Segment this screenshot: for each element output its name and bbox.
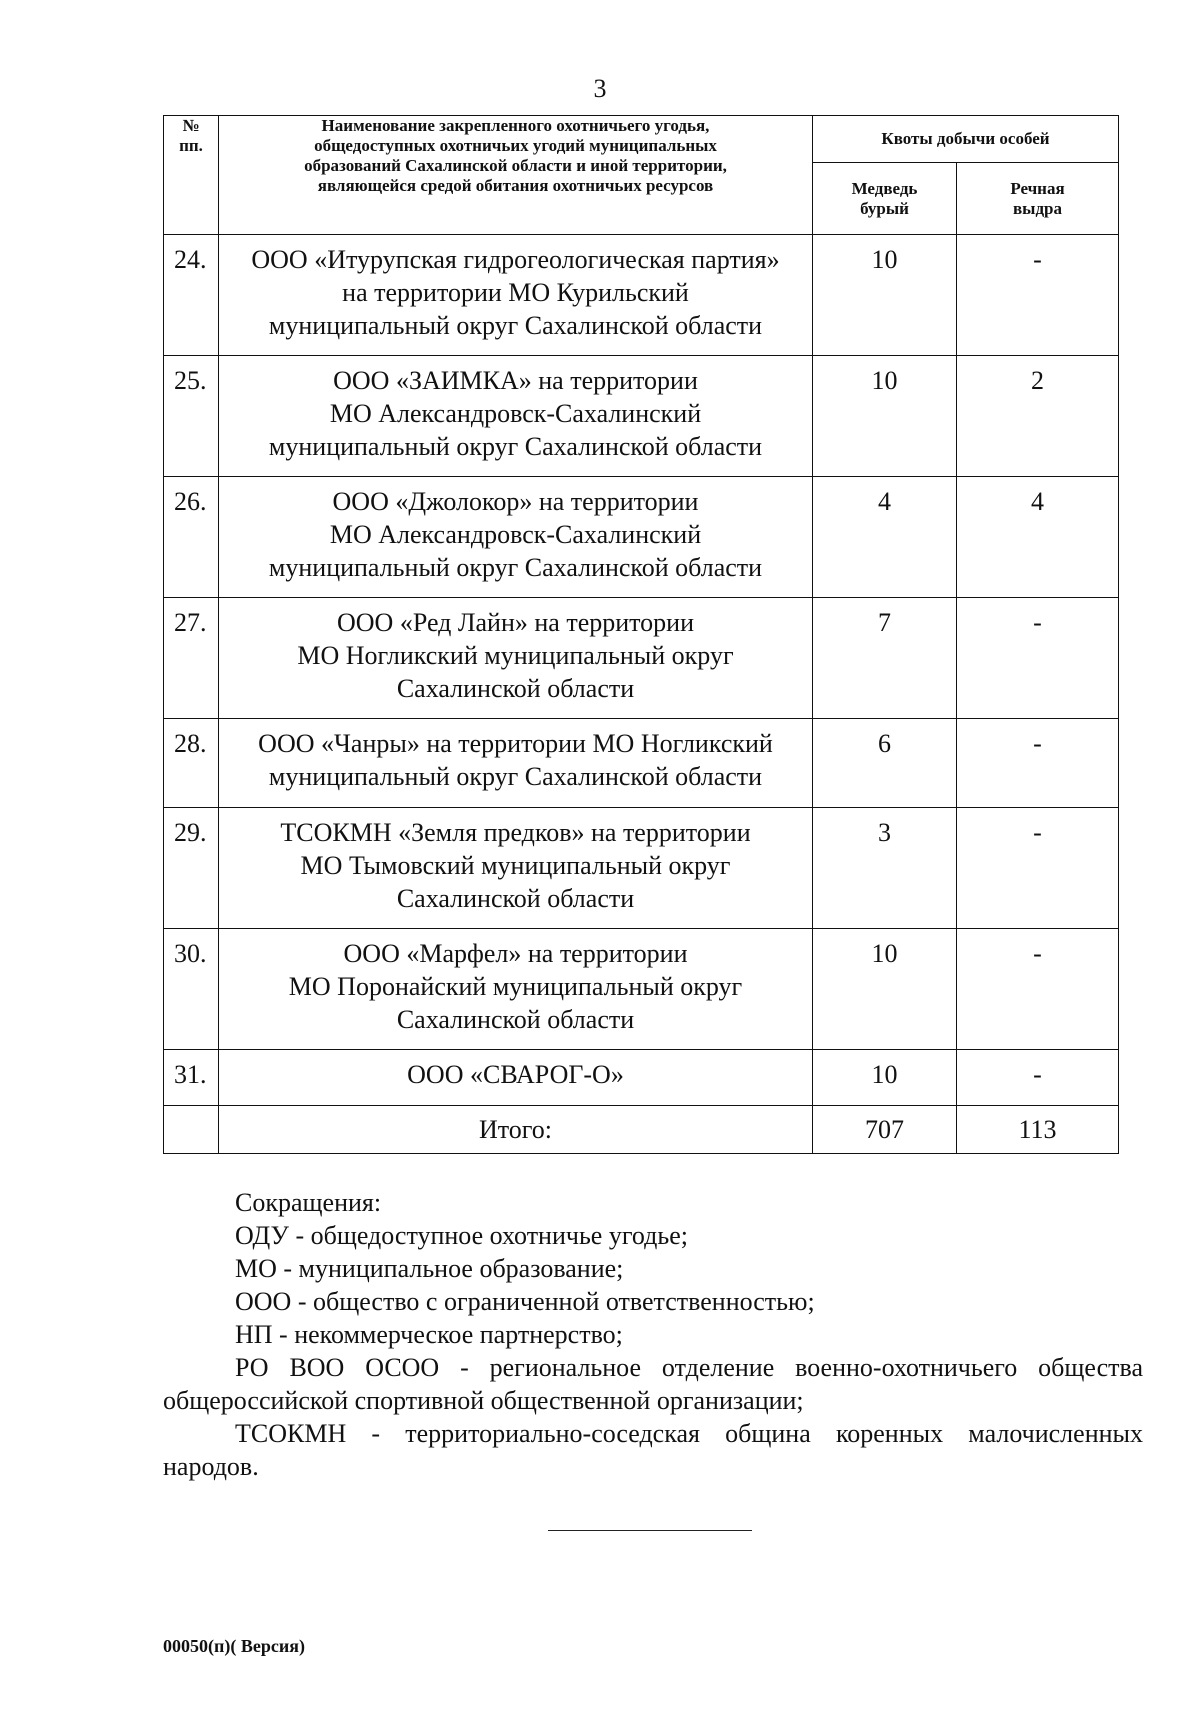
row-name: ООО «Чанры» на территории МО Ногликский муниципальный округ Сахалинской области — [219, 719, 813, 808]
header-otter: Речная выдра — [957, 163, 1119, 235]
header-name: Наименование закрепленного охотничьего угодья, общедоступных охотничьих угодий муниципальных образований Сахалинской области и иной территории, являющейся средой обитания охотничьих ресурсов — [219, 116, 813, 235]
abbreviation-item-continued: общероссийской спортивной общественной организации; — [163, 1386, 804, 1415]
header-bear: Медведь бурый — [813, 163, 957, 235]
header-number: № пп. — [164, 116, 219, 235]
abbreviations-section — [163, 1186, 1143, 1483]
abbreviation-item-continued: народов. — [163, 1452, 259, 1481]
row-bear-quota: 4 — [813, 477, 957, 598]
total-number-empty — [164, 1106, 219, 1154]
row-number: 29. — [164, 808, 219, 929]
row-otter-quota: - — [957, 598, 1119, 719]
table-row — [164, 598, 1119, 719]
row-bear-quota: 10 — [813, 356, 957, 477]
separator-line — [548, 1530, 752, 1531]
total-row — [164, 1106, 1119, 1154]
row-number: 30. — [164, 929, 219, 1050]
total-label: Итого: — [219, 1106, 813, 1154]
row-otter-quota: - — [957, 1050, 1119, 1106]
table-row — [164, 477, 1119, 598]
abbreviation-item: ООО - общество с ограниченной ответственностью; — [235, 1287, 815, 1316]
table-row — [164, 235, 1119, 356]
row-name: ТСОКМН «Земля предков» на территории МО Тымовский муниципальный округ Сахалинской области — [219, 808, 813, 929]
abbreviations-title: Сокращения: — [235, 1188, 382, 1217]
row-bear-quota: 10 — [813, 929, 957, 1050]
abbreviation-item: ОДУ - общедоступное охотничье угодье; — [235, 1221, 688, 1250]
row-number: 27. — [164, 598, 219, 719]
row-name: ООО «ЗАИМКА» на территории МО Александровск-Сахалинский муниципальный округ Сахалинской области — [219, 356, 813, 477]
row-bear-quota: 10 — [813, 1050, 957, 1106]
row-otter-quota: - — [957, 719, 1119, 808]
table-row — [164, 1050, 1119, 1106]
row-name: ООО «Марфел» на территории МО Поронайский муниципальный округ Сахалинской области — [219, 929, 813, 1050]
abbreviation-item: РО ВОО ОСОО - региональное отделение военно-охотничьего общества — [235, 1353, 1143, 1382]
abbreviation-item: ТСОКМН - территориально-соседская община коренных малочисленных — [235, 1419, 1143, 1448]
row-name: ООО «Ред Лайн» на территории МО Ногликский муниципальный округ Сахалинской области — [219, 598, 813, 719]
row-bear-quota: 3 — [813, 808, 957, 929]
row-otter-quota: - — [957, 808, 1119, 929]
row-name: ООО «Итурупская гидрогеологическая партия» на территории МО Курильский муниципальный округ Сахалинской области — [219, 235, 813, 356]
row-name: ООО «СВАРОГ-О» — [219, 1050, 813, 1106]
row-bear-quota: 10 — [813, 235, 957, 356]
table-row — [164, 356, 1119, 477]
row-number: 26. — [164, 477, 219, 598]
row-name: ООО «Джолокор» на территории МО Александровск-Сахалинский муниципальный округ Сахалинской области — [219, 477, 813, 598]
row-number: 31. — [164, 1050, 219, 1106]
total-bear: 707 — [813, 1106, 957, 1154]
page-number: 3 — [593, 74, 607, 103]
row-number: 24. — [164, 235, 219, 356]
row-number: 28. — [164, 719, 219, 808]
row-bear-quota: 6 — [813, 719, 957, 808]
row-otter-quota: 4 — [957, 477, 1119, 598]
table-row — [164, 808, 1119, 929]
table-row — [164, 929, 1119, 1050]
row-otter-quota: 2 — [957, 356, 1119, 477]
abbreviation-item: МО - муниципальное образование; — [235, 1254, 624, 1283]
header-quotas: Квоты добычи особей — [813, 116, 1119, 163]
row-otter-quota: - — [957, 929, 1119, 1050]
document-code: 00050(п)( Версия) — [163, 1636, 305, 1656]
table-row — [164, 719, 1119, 808]
row-bear-quota: 7 — [813, 598, 957, 719]
abbreviation-item: НП - некоммерческое партнерство; — [235, 1320, 623, 1349]
row-otter-quota: - — [957, 235, 1119, 356]
total-otter: 113 — [957, 1106, 1119, 1154]
quota-table — [163, 115, 1119, 1154]
row-number: 25. — [164, 356, 219, 477]
